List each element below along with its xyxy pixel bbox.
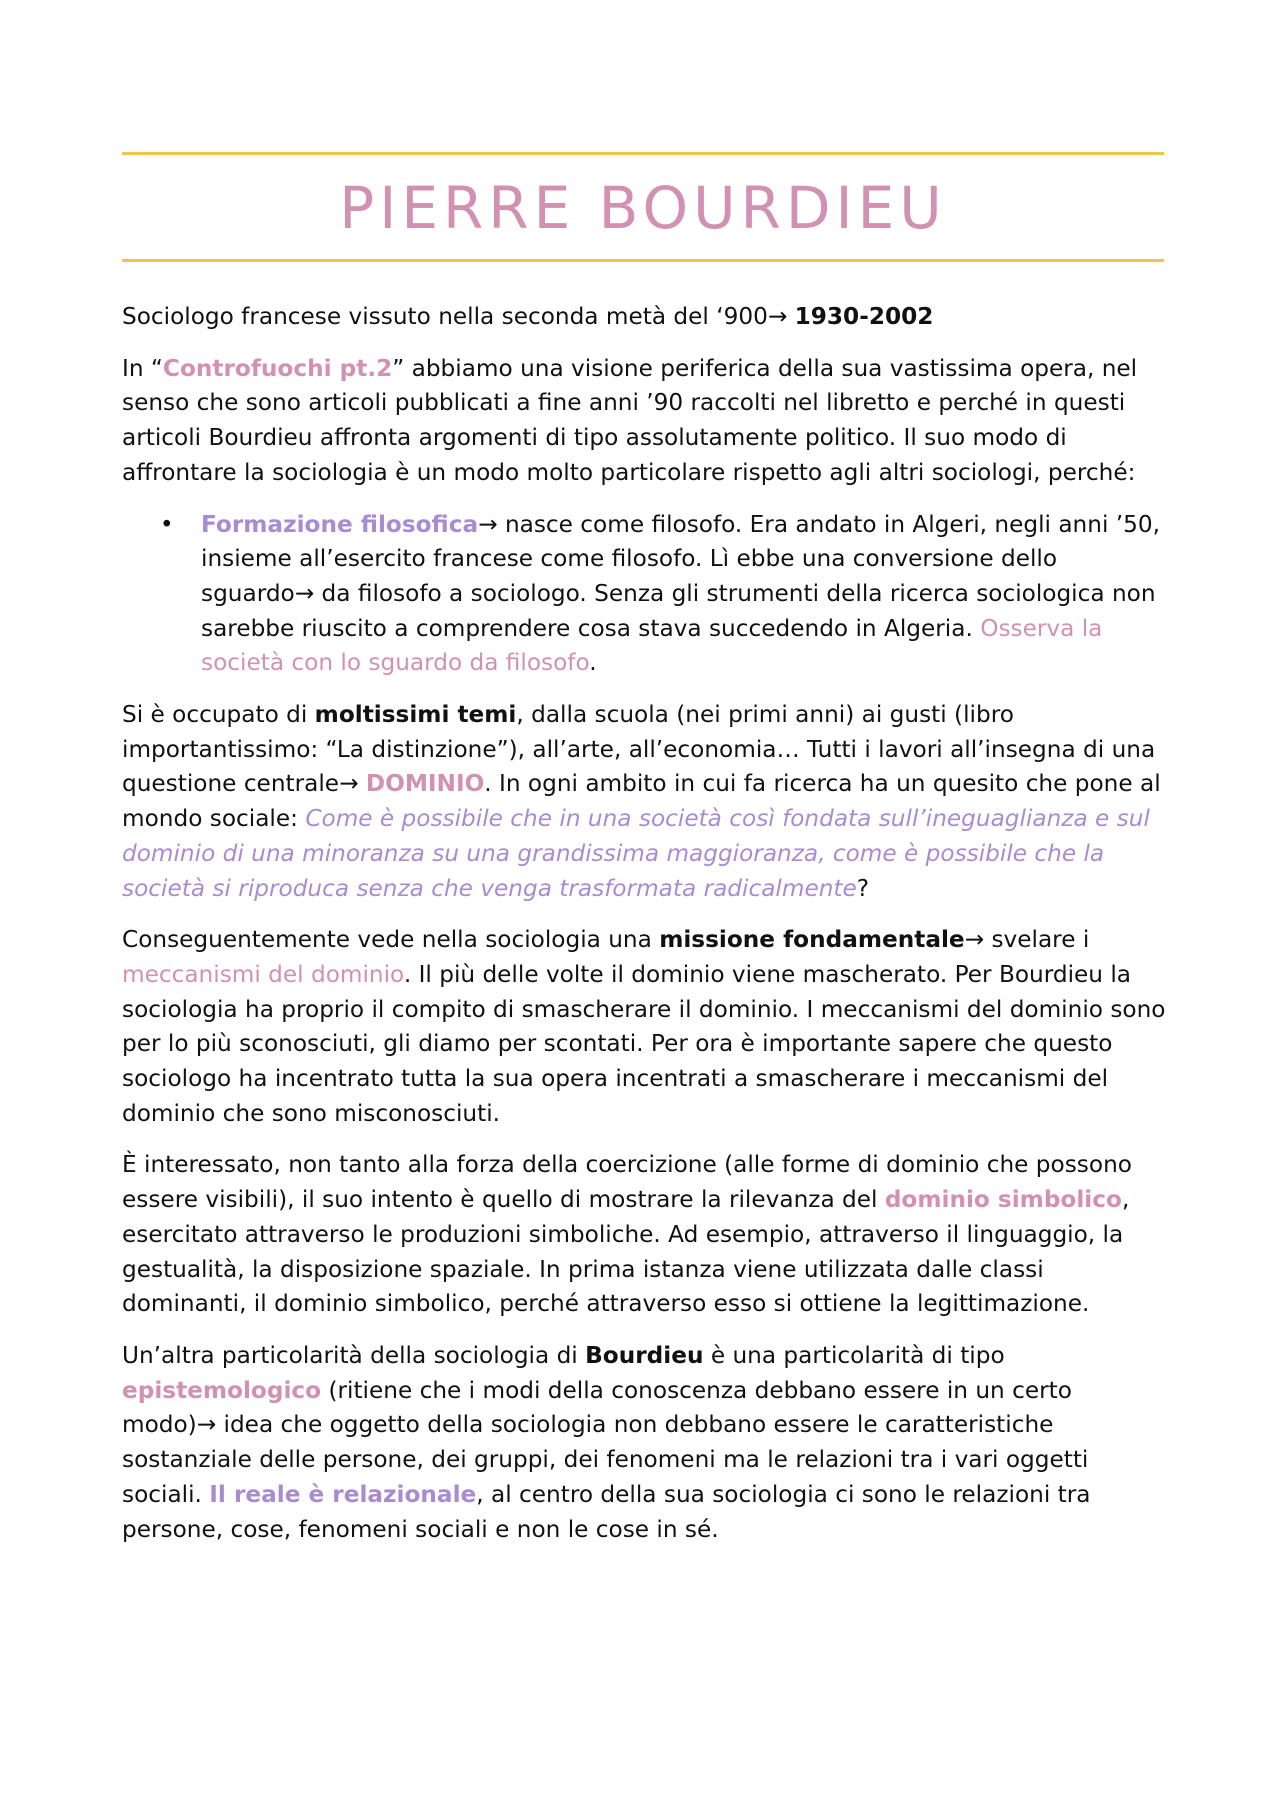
text-span: . In ogni ambito in cui fa ricerca ha un quesito che pone al mondo sociale: xyxy=(122,770,1161,833)
paragraph-dominio-simbolico xyxy=(122,1148,1166,1322)
text-span: . xyxy=(589,649,597,677)
text-span: Sociologo francese vissuto nella seconda metà del ‘900→ xyxy=(122,303,795,330)
paragraph-temi xyxy=(122,698,1166,906)
bullet-list xyxy=(122,508,1166,682)
text-span: , esercitato attraverso le produzioni simboliche. Ad esempio, attraverso il linguaggio, la gestualità, la disposizione spaziale. In prima istanza viene utilizzata dalle classi dominanti, il dominio simbolico, perché attraverso esso si ottiene la legittimazione. xyxy=(122,1186,1130,1318)
epistemologico-highlight: epistemologico xyxy=(122,1376,322,1404)
text-span: . Il più delle volte il dominio viene mascherato. Per Bourdieu la sociologia ha proprio il compito di smascherare il dominio. I meccanismi del dominio sono per lo più sconosciuti, gli diamo per scontati. Per ora è importante sapere che questo sociologo ha incentrato tutta la sua opera incentrati a smascherare i meccanismi del dominio che sono misconosciuti. xyxy=(122,960,1166,1127)
bullet-dot-icon: • xyxy=(160,511,174,538)
reale-relazionale-highlight: Il reale è relazionale xyxy=(209,1480,477,1508)
life-dates: 1930-2002 xyxy=(794,303,934,330)
text-span: In “ xyxy=(122,354,163,382)
text-span: → svelare i xyxy=(964,926,1090,954)
text-span: , al centro della sua sociologia ci sono le relazioni tra persone, cose, fenomeni sociali e non le cose in sé. xyxy=(122,1480,1091,1543)
text-span: è una particolarità di tipo xyxy=(703,1341,1005,1369)
missione-bold: missione fondamentale xyxy=(659,926,965,954)
document-body xyxy=(122,300,1166,1564)
paragraph-controfuochi xyxy=(122,352,1166,491)
meccanismi-highlight: meccanismi del dominio xyxy=(122,960,404,988)
paragraph-epistemologico xyxy=(122,1339,1166,1547)
osserva-highlight: Osserva la società con lo sguardo da filosofo xyxy=(201,614,1103,677)
text-span: , dalla scuola (nei primi anni) ai gusti (libro importantissimo: “La distinzione”), all’arte, all’economia… Tutti i lavori all’insegna di una questione centrale→ xyxy=(122,701,1156,798)
text-span: Un’altra particolarità della sociologia di xyxy=(122,1341,586,1369)
paragraph-missione xyxy=(122,923,1166,1131)
list-item xyxy=(122,508,1166,682)
formazione-filosofica-highlight: Formazione filosofica xyxy=(201,510,479,538)
text-span: ” abbiamo una visione periferica della sua vastissima opera, nel senso che sono articoli pubblicati a fine anni ’90 raccolti nel libretto e perché in questi articoli Bourdieu affronta argomenti di tipo assolutamente politico. Il suo modo di affrontare la sociologia è un modo molto particolare rispetto agli altri sociologi, perché: xyxy=(122,354,1138,486)
bourdieu-bold: Bourdieu xyxy=(585,1341,704,1369)
dominio-simbolico-highlight: dominio simbolico xyxy=(884,1186,1122,1214)
dominio-highlight: DOMINIO xyxy=(365,770,485,798)
moltissimi-temi-bold: moltissimi temi xyxy=(314,701,517,729)
text-span: Conseguentemente vede nella sociologia una xyxy=(122,926,660,954)
text-span: (ritiene che i modi della conoscenza debbano essere in un certo modo)→ idea che oggetto della sociologia non debbano essere le caratteristiche sostanziale delle persone, dei gruppi, dei fenomeni ma le relazioni tra i vari oggetti sociali. xyxy=(122,1376,1089,1508)
text-span: È interessato, non tanto alla forza della coercizione (alle forme di dominio che possono essere visibili), il suo intento è quello di mostrare la rilevanza del xyxy=(122,1151,1132,1214)
title-top-rule xyxy=(122,152,1164,155)
quesito-italic: Come è possibile che in una società così fondata sull’ineguaglianza e sul dominio di una minoranza su una grandissima maggioranza, come è possibile che la società si riproduca senza che venga trasformata radicalmente xyxy=(122,805,1150,902)
text-span: ? xyxy=(856,874,870,902)
paragraph-intro xyxy=(122,300,1166,335)
title-bottom-rule xyxy=(122,259,1164,262)
text-span: → nasce come filosofo. Era andato in Algeri, negli anni ’50, insieme all’esercito francese come filosofo. Lì ebbe una conversione dello sguardo→ da filosofo a sociologo. Senza gli strumenti della ricerca sociologica non sarebbe riuscito a comprendere cosa stava succedendo in Algeria. xyxy=(201,510,1161,642)
text-span: Si è occupato di xyxy=(122,701,315,729)
book-title-highlight: Controfuochi pt.2 xyxy=(162,354,393,382)
page-title: PIERRE BOURDIEU xyxy=(339,174,947,242)
